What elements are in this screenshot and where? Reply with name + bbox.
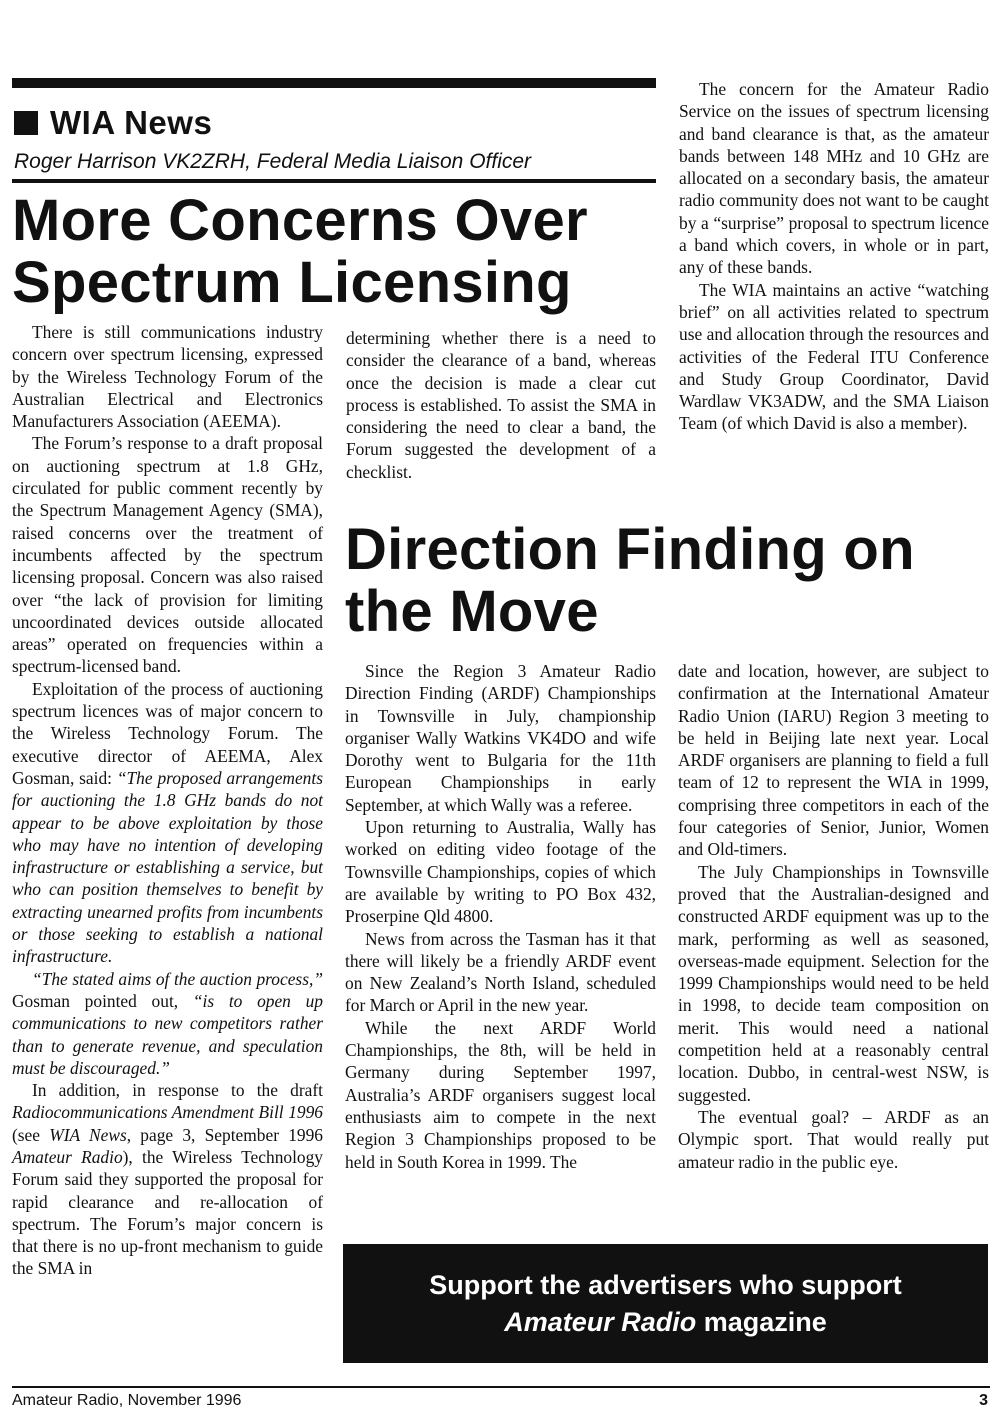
- article1-paragraph-8: The WIA maintains an active “watching brief” on all activities related to spectrum use and allocation through the resources and activities of the Federal ITU Conference and Study Group Coordinator, David Wardlaw VK3ADW, and the SMA Liaison Team (of which David is also a member).: [679, 279, 989, 434]
- byline: Roger Harrison VK2ZRH, Federal Media Liaison Officer: [14, 150, 532, 173]
- p5-c: , page 3, September 1996: [126, 1124, 323, 1145]
- article1-paragraph-3: [12, 678, 323, 968]
- headline-spectrum-licensing: [12, 190, 662, 314]
- section-tag: [14, 104, 212, 142]
- article1-paragraph-4: [12, 968, 323, 1079]
- article2-paragraph-6: The July Championships in Townsville proved that the Australian-designed and constructed ARDF equipment was up to the mark, performing as well as seasoned, overseas-made equipment. Selection for the 1999 Championships would need to be held in 1998, to decide team composition on merit. This would need a national competition held at a reasonably central location. Dubbo, in central-west NSW, is suggested.: [678, 861, 989, 1105]
- banner-magazine-name: Amateur Radio: [504, 1306, 697, 1337]
- p5-bill: Radiocommunications Amendment Bill 1996: [12, 1102, 323, 1123]
- article1-paragraph-5: [12, 1079, 323, 1280]
- byline-rule: [12, 179, 656, 183]
- p5-wia: WIA News: [49, 1124, 127, 1145]
- section-square-icon: [14, 111, 38, 135]
- p5-ar: Amateur Radio: [12, 1146, 123, 1167]
- p4-mid: Gosman pointed out,: [12, 990, 193, 1011]
- headline2-line-1: Direction Finding on: [345, 517, 915, 582]
- article2-column-right: [678, 660, 989, 1173]
- banner-line-1: Support the advertisers who support: [429, 1269, 902, 1300]
- article1-paragraph-1: There is still communications industry concern over spectrum licensing, expressed by the Wireless Technology Forum of the Australian Electrical and Electronics Manufacturers Association (AEEMA).: [12, 322, 323, 432]
- footer-publication: Amateur Radio, November 1996: [12, 1392, 242, 1409]
- headline-line-2: Spectrum Licensing: [12, 250, 572, 315]
- p5-a: In addition, in response to the draft: [32, 1080, 323, 1101]
- footer-page-number: 3: [979, 1392, 988, 1409]
- article1-paragraph-7: The concern for the Amateur Radio Service on the issues of spectrum licensing and band clearance is that, as the amateur bands between 148 MHz and 10 GHz are allocated on a secondary basis, the amateur radio community does not want to be caught by a “surprise” proposal to spectrum licence a band which covers, in whole or in part, any of these bands.: [679, 79, 989, 278]
- article2-paragraph-3: News from across the Tasman has it that there will likely be a friendly ARDF event on New Zealand’s North Island, scheduled for March or April in the new year.: [345, 928, 656, 1016]
- article1-paragraph-6: determining whether there is a need to consider the clearance of a band, whereas once the decision is made a clear cut process is established. To assist the SMA in considering the need to clear a band, the Forum suggested the development of a checklist.: [346, 328, 656, 482]
- headline-line-1: More Concerns Over: [12, 188, 588, 253]
- p3-text: Exploitation of the process of auctioning spectrum licences was of major concern to the Wireless Technology Forum. The executive director of AEEMA, Alex Gosman, said:: [12, 678, 323, 788]
- p5-b: (see: [12, 1124, 50, 1145]
- advertiser-support-banner: [343, 1244, 988, 1363]
- p4-quote-a: “The stated aims of the auction process,”: [32, 968, 323, 989]
- article1-column-middle: [346, 327, 656, 483]
- article1-column-right: [679, 78, 989, 435]
- p3-quote: “The proposed arrangements for auctioning the 1.8 GHz bands do not appear to be above exploitation by those who may have no intention of developing infrastructure or establishing a service, but who can position themselves to benefit by extracting unearned profits from incumbents or those seeking to establish a national infrastructure.: [12, 767, 323, 967]
- header-top-rule: [12, 78, 656, 88]
- p4-quote-b: “is to open up communications to new competitors rather than to generate revenue, and speculation must be discouraged.”: [12, 990, 323, 1078]
- article1-paragraph-2: The Forum’s response to a draft proposal on auctioning spectrum at 1.8 GHz, circulated for public comment recently by the Spectrum Management Agency (SMA), raised concerns over the treatment of incumbents affected by the spectrum licensing proposal. Concern was also raised over “the lack of provision for limiting uncoordinated devices outside allocated areas” operated on frequencies within a spectrum-licensed band.: [12, 433, 323, 677]
- article2-paragraph-7: The eventual goal? – ARDF as an Olympic sport. That would really put amateur radio in the public eye.: [678, 1106, 989, 1172]
- headline2-line-2: the Move: [345, 579, 599, 644]
- footer-rule: [12, 1386, 990, 1388]
- article2-paragraph-4: While the next ARDF World Championships, the 8th, will be held in Germany during September 1997, Australia’s ARDF organisers suggest local enthusiasts aim to compete in the next Region 3 Championships proposed to be held in South Korea in 1999. The: [345, 1017, 656, 1172]
- banner-line-2: [343, 1304, 988, 1341]
- banner-line-2-rest: magazine: [696, 1306, 827, 1337]
- p5-d: ), the Wireless Technology Forum said they supported the proposal for rapid clearance and re-allocation of spectrum. The Forum’s major concern is that there is no up-front mechanism to guide the SMA in: [12, 1146, 324, 1279]
- article2-paragraph-1: Since the Region 3 Amateur Radio Direction Finding (ARDF) Championships in Townsville in July, championship organiser Wally Watkins VK4DO and wife Dorothy went to Bulgaria for the 11th European Championships in early September, at which Wally was a referee.: [345, 661, 656, 815]
- article2-paragraph-2: Upon returning to Australia, Wally has worked on editing video footage of the Townsville Championships, copies of which are available by writing to PO Box 432, Proserpine Qld 4800.: [345, 817, 656, 927]
- article2-paragraph-5: date and location, however, are subject to confirmation at the International Amateur Radio Union (IARU) Region 3 meeting to be held in Beijing late next year. Local ARDF organisers are planning to field a full team of 12 to represent the WIA in 1999, comprising three competitors in each of the four categories of Senior, Junior, Women and Old-timers.: [678, 661, 989, 860]
- headline-direction-finding: [345, 519, 995, 643]
- article1-column-left: [12, 321, 323, 1280]
- section-title: WIA News: [50, 104, 213, 141]
- article2-column-left: [345, 660, 656, 1173]
